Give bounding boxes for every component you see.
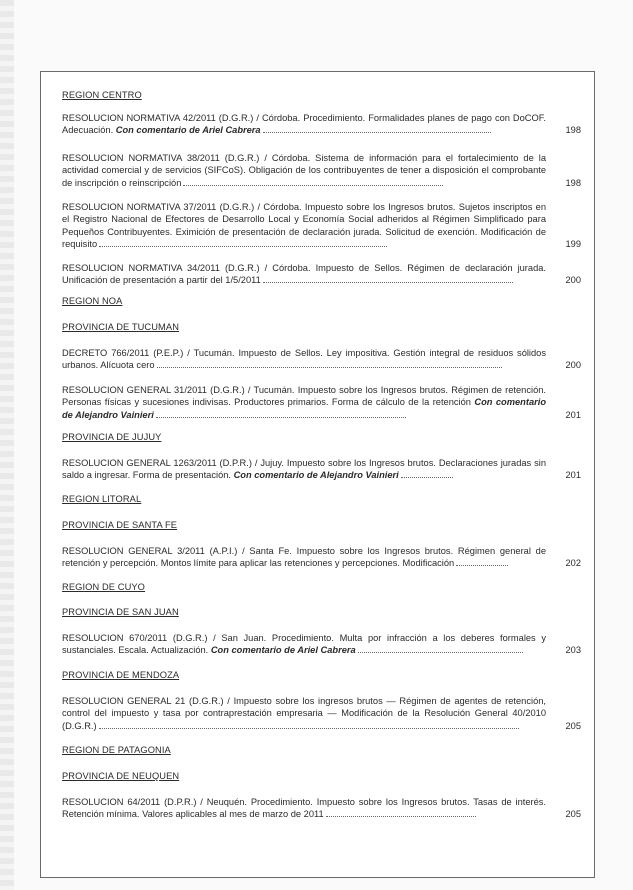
entry-text: [62, 201, 546, 251]
entry-text: [62, 695, 546, 732]
page-number: 202: [565, 558, 581, 569]
toc-entry: [62, 152, 587, 189]
page-number: 198: [565, 125, 581, 136]
entry-comment-author: Con comentario de Ariel Cabrera: [115, 125, 261, 136]
entry-text: [62, 545, 546, 570]
leader-dots: [326, 809, 476, 817]
entry-text: [62, 262, 546, 287]
leader-dots: [99, 239, 387, 247]
page-number: 201: [565, 409, 581, 420]
toc-entry: [62, 695, 587, 732]
section-heading: REGION DE PATAGONIA: [62, 745, 171, 755]
leader-dots: [358, 645, 523, 653]
toc-entry: [62, 201, 587, 251]
entry-description: RESOLUCION NORMATIVA 34/2011 (D.G.R.) / Córdoba. Impuesto de Sellos. Régimen de declaración jurada. Unificación de presentación a partir del 1/5/2011: [62, 263, 546, 286]
section-heading: PROVINCIA DE MENDOZA: [62, 670, 180, 680]
page-number: 205: [565, 809, 581, 820]
entry-description: RESOLUCION GENERAL 21 (D.G.R.) / Impuesto sobre los ingresos brutos — Régimen de agentes de retención, control del impuesto y tasa por contraprestación empresaria — Modificación de la Resolución General 40/2010 (D.G.R.): [62, 696, 546, 731]
toc-entry: [62, 632, 587, 657]
toc-entry: [62, 112, 587, 137]
page-number: 198: [565, 177, 581, 188]
toc-entry: [62, 262, 587, 287]
page-number: 199: [565, 239, 581, 250]
leader-dots: [99, 721, 519, 729]
leader-dots: [263, 125, 491, 133]
entry-text: [62, 796, 546, 821]
leader-dots: [456, 558, 508, 566]
entry-description: RESOLUCION NORMATIVA 37/2011 (D.G.R.) / Córdoba. Impuesto sobre los Ingresos brutos. Sujetos inscriptos en el Registro Nacional de Efectores de Desarrollo Local y Economía Social adheridos al Régimen Simplificado para Pequeños Contribuyentes. Eximición de presentación de declaración jurada. Solicitud de exención. Modificación de requisito: [62, 202, 546, 250]
section-heading: PROVINCIA DE NEUQUEN: [62, 771, 180, 781]
toc-entry: [62, 384, 587, 421]
entry-text: [62, 457, 546, 482]
entry-description: RESOLUCION NORMATIVA 38/2011 (D.G.R.) / Córdoba. Sistema de información para el fortalecimiento de la actividad comercial y de servicios (SIFCoS). Obligación de los contribuyentes de tener a disposición el comprobante de inscripción o reinscripción: [62, 153, 546, 188]
toc-entry: [62, 545, 587, 570]
page-number: 200: [565, 275, 581, 286]
section-heading: PROVINCIA DE SANTA FE: [62, 520, 178, 530]
page-number: 205: [565, 720, 581, 731]
section-heading: REGION NOA: [62, 296, 123, 306]
entry-description: RESOLUCION GENERAL 31/2011 (D.G.R.) / Tucumán. Impuesto sobre los Ingresos brutos. Régimen de retención. Personas físicas y sucesiones indivisas. Productores primarios. Forma de cálculo de la retención: [62, 385, 546, 408]
leader-dots: [263, 275, 513, 283]
entry-text: [62, 152, 546, 189]
entry-description: RESOLUCION 670/2011 (D.G.R.) / San Juan. Procedimiento. Multa por infracción a los deberes formales y sustanciales. Escala. Actualización.: [62, 633, 546, 656]
entry-description: RESOLUCION GENERAL 1263/2011 (D.P.R.) / Jujuy. Impuesto sobre los Ingresos brutos. Declaraciones juradas sin saldo a ingresar. Forma de presentación.: [62, 458, 546, 481]
toc-entry: [62, 796, 587, 821]
section-heading: REGION LITORAL: [62, 494, 142, 504]
page-left-edge: [0, 0, 14, 890]
entry-description: RESOLUCION 64/2011 (D.P.R.) / Neuquén. Procedimiento. Impuesto sobre los Ingresos brutos. Tasas de interés. Retención mínima. Valores aplicables al mes de marzo de 2011: [62, 797, 546, 820]
entry-text: [62, 632, 546, 657]
section-heading: REGION DE CUYO: [62, 582, 146, 592]
entry-text: [62, 112, 546, 137]
leader-dots: [157, 360, 502, 368]
page-number: 200: [565, 360, 581, 371]
section-heading: REGION CENTRO: [62, 90, 142, 100]
entry-comment-author: Con comentario de Alejandro Vainieri: [233, 470, 399, 481]
entry-text: [62, 347, 546, 372]
section-heading: PROVINCIA DE SAN JUAN: [62, 607, 179, 617]
toc-entry: [62, 347, 587, 372]
entry-description: DECRETO 766/2011 (P.E.P.) / Tucumán. Impuesto de Sellos. Ley impositiva. Gestión integral de residuos sólidos urbanos. Alícuota cero: [62, 348, 546, 371]
page-number: 203: [565, 645, 581, 656]
entry-comment-author: Con comentario de Ariel Cabrera: [210, 645, 356, 656]
section-heading: PROVINCIA DE TUCUMAN: [62, 322, 180, 332]
leader-dots: [183, 178, 443, 186]
toc-entry: [62, 457, 587, 482]
section-heading: PROVINCIA DE JUJUY: [62, 432, 162, 442]
page-number: 201: [565, 470, 581, 481]
leader-dots: [156, 410, 406, 418]
entry-text: [62, 384, 546, 421]
leader-dots: [401, 470, 453, 478]
entry-description: RESOLUCION GENERAL 3/2011 (A.P.I.) / Santa Fe. Impuesto sobre los Ingresos brutos. Régimen general de retención y percepción. Montos límite para aplicar las retenciones y percepciones. Modificación: [62, 546, 546, 569]
entry-comment-author: Con comentario de Alejandro Vainieri: [62, 397, 546, 420]
entry-description: RESOLUCION NORMATIVA 42/2011 (D.G.R.) / Córdoba. Procedimiento. Formalidades planes de pago con DoCOF. Adecuación.: [62, 113, 546, 136]
